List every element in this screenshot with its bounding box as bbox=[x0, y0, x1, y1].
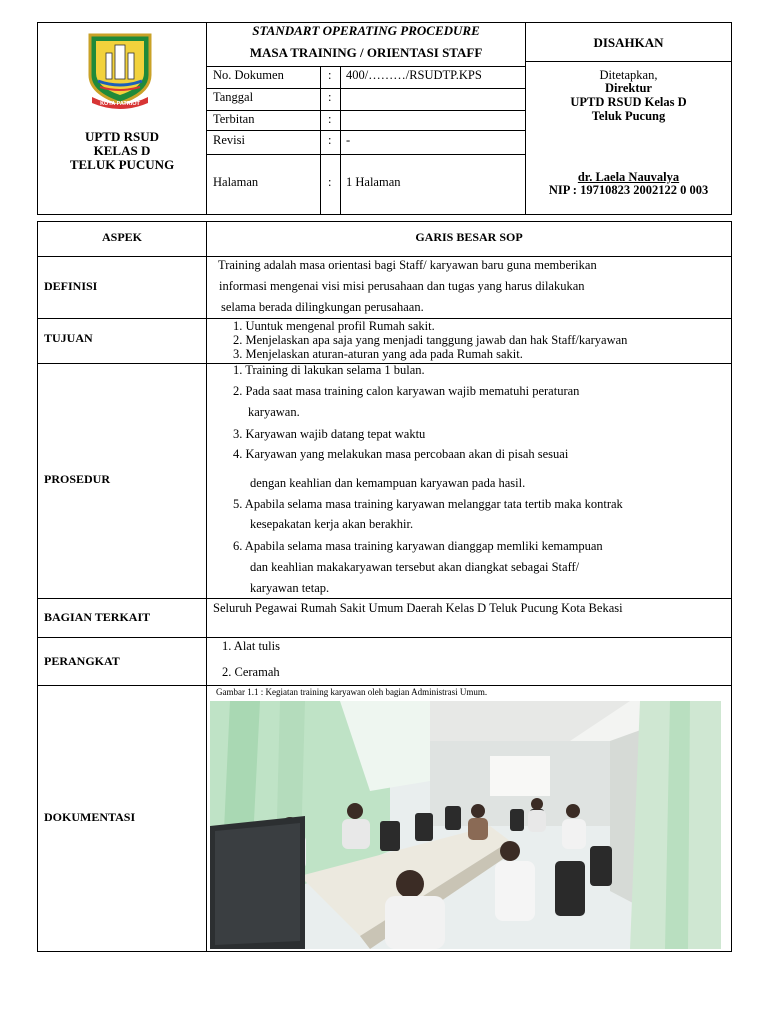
prosedur-line6: dengan keahlian dan kemampuan karyawan pada hasil. bbox=[250, 476, 526, 490]
org-name-line3: TELUK PUCUNG bbox=[69, 157, 175, 172]
prosedur-line11: karyawan tetap. bbox=[250, 581, 330, 595]
sop-title: STANDART OPERATING PROCEDURE bbox=[252, 23, 480, 38]
tujuan-label: TUJUAN bbox=[44, 331, 93, 345]
logo bbox=[84, 31, 156, 109]
prosedur-line8: kesepakatan kerja akan berakhir. bbox=[250, 517, 414, 531]
photo-caption: Gambar 1.1 : Kegiatan training karyawan oleh bagian Administrasi Umum. bbox=[216, 687, 488, 697]
bagian-terkait-text: Seluruh Pegawai Rumah Sakit Umum Daerah Kelas D Teluk Pucung Kota Bekasi bbox=[213, 601, 623, 615]
prosedur-line4: 3. Karyawan wajib datang tepat waktu bbox=[233, 427, 426, 441]
issue-label: Terbitan bbox=[213, 112, 255, 126]
approver-name: dr. Laela Nauvalya bbox=[577, 170, 680, 184]
dokumentasi-label: DOKUMENTASI bbox=[44, 810, 136, 824]
prosedur-line3: karyawan. bbox=[248, 405, 300, 419]
col-header-aspek: ASPEK bbox=[101, 230, 142, 244]
definisi-line1: Training adalah masa orientasi bagi Staff/ karyawan baru guna memberikan bbox=[218, 258, 597, 272]
org-name-line2: KELAS D bbox=[93, 143, 151, 158]
training-photo bbox=[210, 701, 721, 949]
approval-line3: UPTD RSUD Kelas D bbox=[570, 95, 687, 109]
doc-number-label: No. Dokumen bbox=[213, 68, 284, 82]
perangkat-item1: 1. Alat tulis bbox=[222, 639, 280, 653]
page-label: Halaman bbox=[213, 175, 259, 189]
issue-colon: : bbox=[328, 112, 332, 126]
definisi-line3: selama berada dilingkungan perusahaan. bbox=[221, 300, 424, 314]
prosedur-line7: 5. Apabila selama masa training karyawan melanggar tata tertib maka kontrak bbox=[233, 497, 623, 511]
date-colon: : bbox=[328, 90, 332, 104]
prosedur-line9: 6. Apabila selama masa training karyawan dianggap memliki kemampuan bbox=[233, 539, 603, 553]
approval-line2: Direktur bbox=[605, 81, 652, 95]
prosedur-line10: dan keahlian makakaryawan tersebut akan diangkat sebagai Staff/ bbox=[250, 560, 580, 574]
revision-colon: : bbox=[328, 133, 332, 147]
approval-line4: Teluk Pucung bbox=[591, 109, 666, 123]
page-value: 1 Halaman bbox=[346, 175, 401, 189]
logo-lettering: KOTA PATRIOT bbox=[100, 101, 140, 107]
doc-number-colon: : bbox=[328, 68, 332, 82]
col-header-garis-besar: GARIS BESAR SOP bbox=[415, 230, 523, 244]
date-label: Tanggal bbox=[213, 90, 254, 104]
doc-number-value: 400/………/RSUDTP.KPS bbox=[346, 68, 482, 82]
prosedur-line1: 1. Training di lakukan selama 1 bulan. bbox=[233, 363, 425, 377]
prosedur-line5: 4. Karyawan yang melakukan masa percobaan akan di pisah sesuai bbox=[233, 447, 569, 461]
revision-value: - bbox=[346, 133, 351, 147]
revision-label: Revisi bbox=[213, 133, 245, 147]
approval-line1: Ditetapkan, bbox=[599, 68, 658, 82]
bagian-terkait-label: BAGIAN TERKAIT bbox=[44, 610, 151, 624]
definisi-label: DEFINISI bbox=[44, 279, 98, 293]
tujuan-item3: 3. Menjelaskan aturan-aturan yang ada pada Rumah sakit. bbox=[233, 347, 523, 361]
approval-title: DISAHKAN bbox=[593, 35, 664, 50]
perangkat-label: PERANGKAT bbox=[44, 654, 120, 668]
definisi-line2: informasi mengenai visi misi perusahaan dan tugas yang harus dilakukan bbox=[219, 279, 585, 293]
perangkat-item2: 2. Ceramah bbox=[222, 665, 280, 679]
sop-subtitle: MASA TRAINING / ORIENTASI STAFF bbox=[249, 45, 483, 60]
tujuan-item1: 1. Uuntuk mengenal profil Rumah sakit. bbox=[233, 319, 435, 333]
prosedur-label: PROSEDUR bbox=[44, 472, 111, 486]
org-name-line1: UPTD RSUD bbox=[84, 129, 160, 144]
page-colon: : bbox=[328, 175, 332, 189]
tujuan-item2: 2. Menjelaskan apa saja yang menjadi tanggung jawab dan hak Staff/karyawan bbox=[233, 333, 628, 347]
prosedur-line2: 2. Pada saat masa training calon karyawan wajib mematuhi peraturan bbox=[233, 384, 580, 398]
approver-nip: NIP : 19710823 2002122 0 003 bbox=[548, 183, 709, 197]
